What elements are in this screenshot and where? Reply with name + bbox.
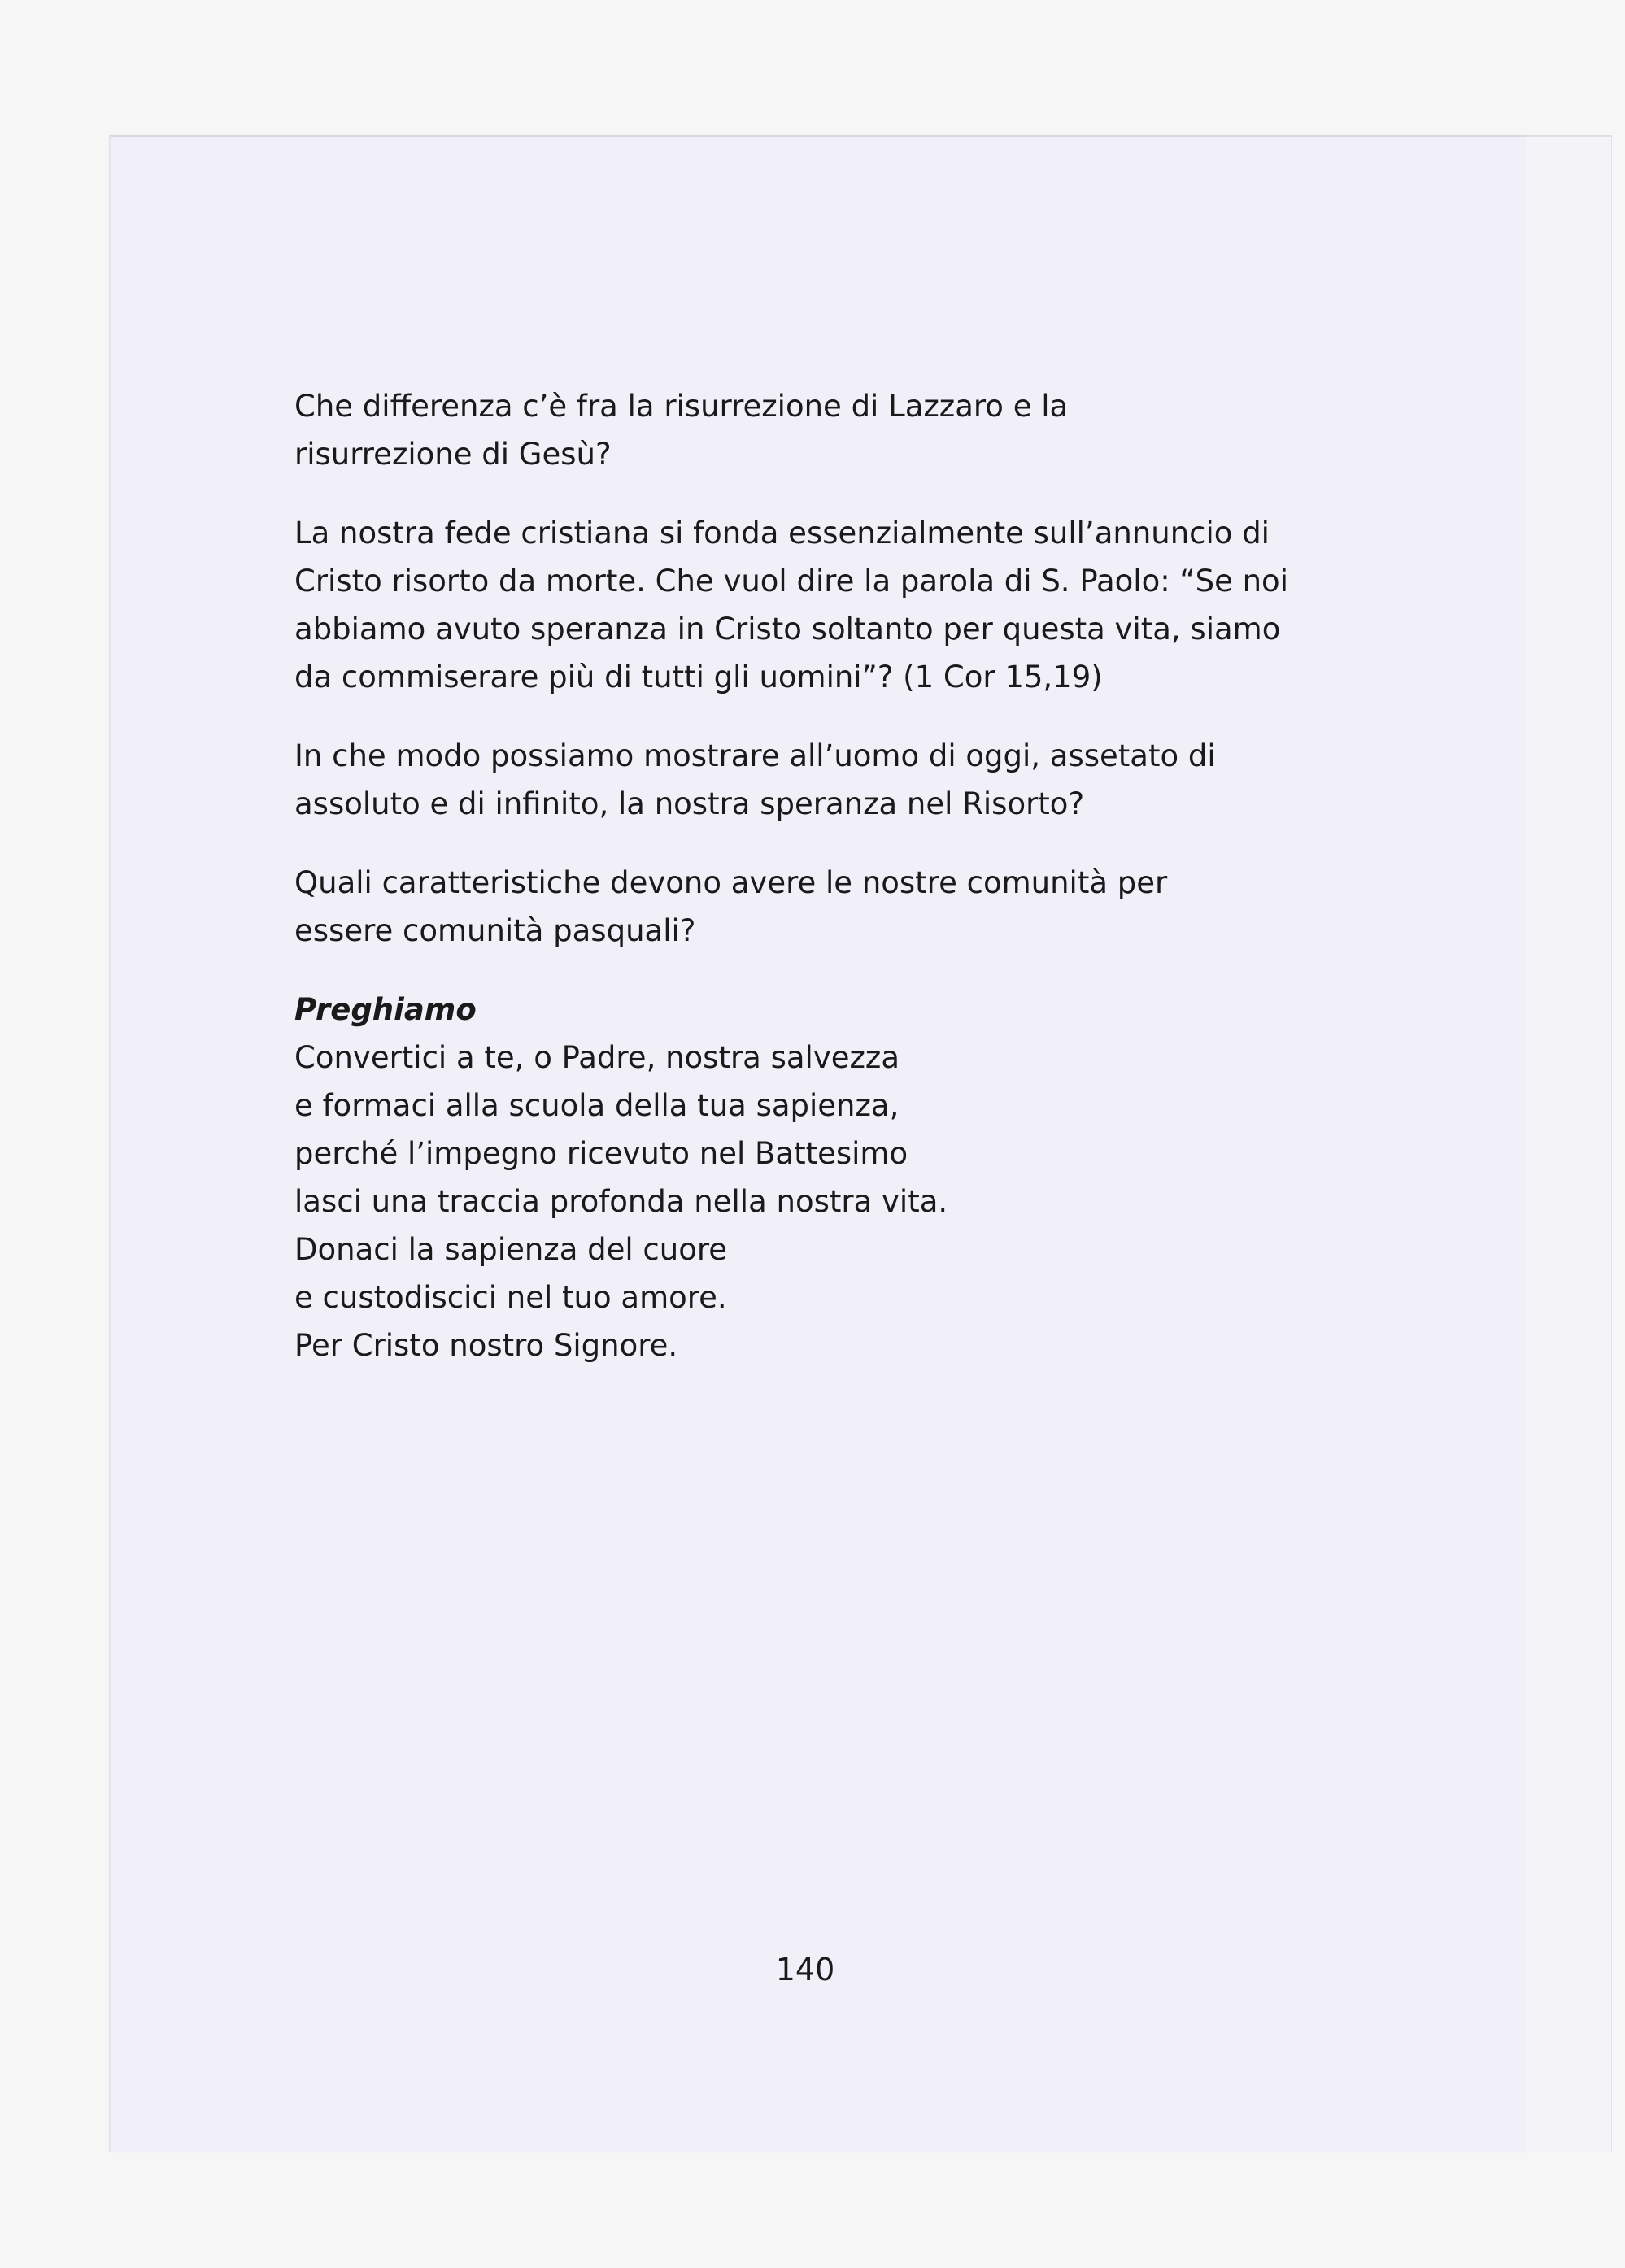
prayer-line: Convertici a te, o Padre, nostra salvezza: [294, 1040, 900, 1075]
prayer-section: [294, 986, 1352, 1369]
prayer-line: e custodiscici nel tuo amore.: [294, 1280, 727, 1315]
question-lazarus: Che differenza c’è fra la risurrezione di Lazzaro e la risurrezione di Gesù?: [294, 389, 1069, 472]
prayer-title: Preghiamo: [294, 992, 477, 1027]
page-number: 140: [775, 1952, 835, 1987]
adjacent-page-edge: [1525, 135, 1612, 2152]
page-content: [294, 382, 1352, 1369]
prayer-line: perché l’impegno ricevuto nel Battesimo: [294, 1136, 908, 1171]
prayer-line: Donaci la sapienza del cuore: [294, 1232, 728, 1267]
question-communities: Quali caratteristiche devono avere le nostre comunità per essere comunità pasquali?: [294, 865, 1168, 948]
question-witness: In che modo possiamo mostrare all’uomo di oggi, assetato di assoluto e di infinito, la nostra speranza nel Risorto?: [294, 738, 1216, 821]
paragraph-faith: La nostra fede cristiana si fonda essenzialmente sull’annuncio di Cristo risorto da morte. Che vuol dire la parola di S. Paolo: “Se noi abbiamo avuto speranza in Cristo soltanto per questa vita, siamo da commiserare più di tutti gli uomini”? (1 Cor 15,19): [294, 516, 1288, 694]
prayer-line: e formaci alla scuola della tua sapienza,: [294, 1088, 900, 1123]
prayer-line: lasci una traccia profonda nella nostra vita.: [294, 1184, 948, 1219]
prayer-line: Per Cristo nostro Signore.: [294, 1328, 678, 1363]
